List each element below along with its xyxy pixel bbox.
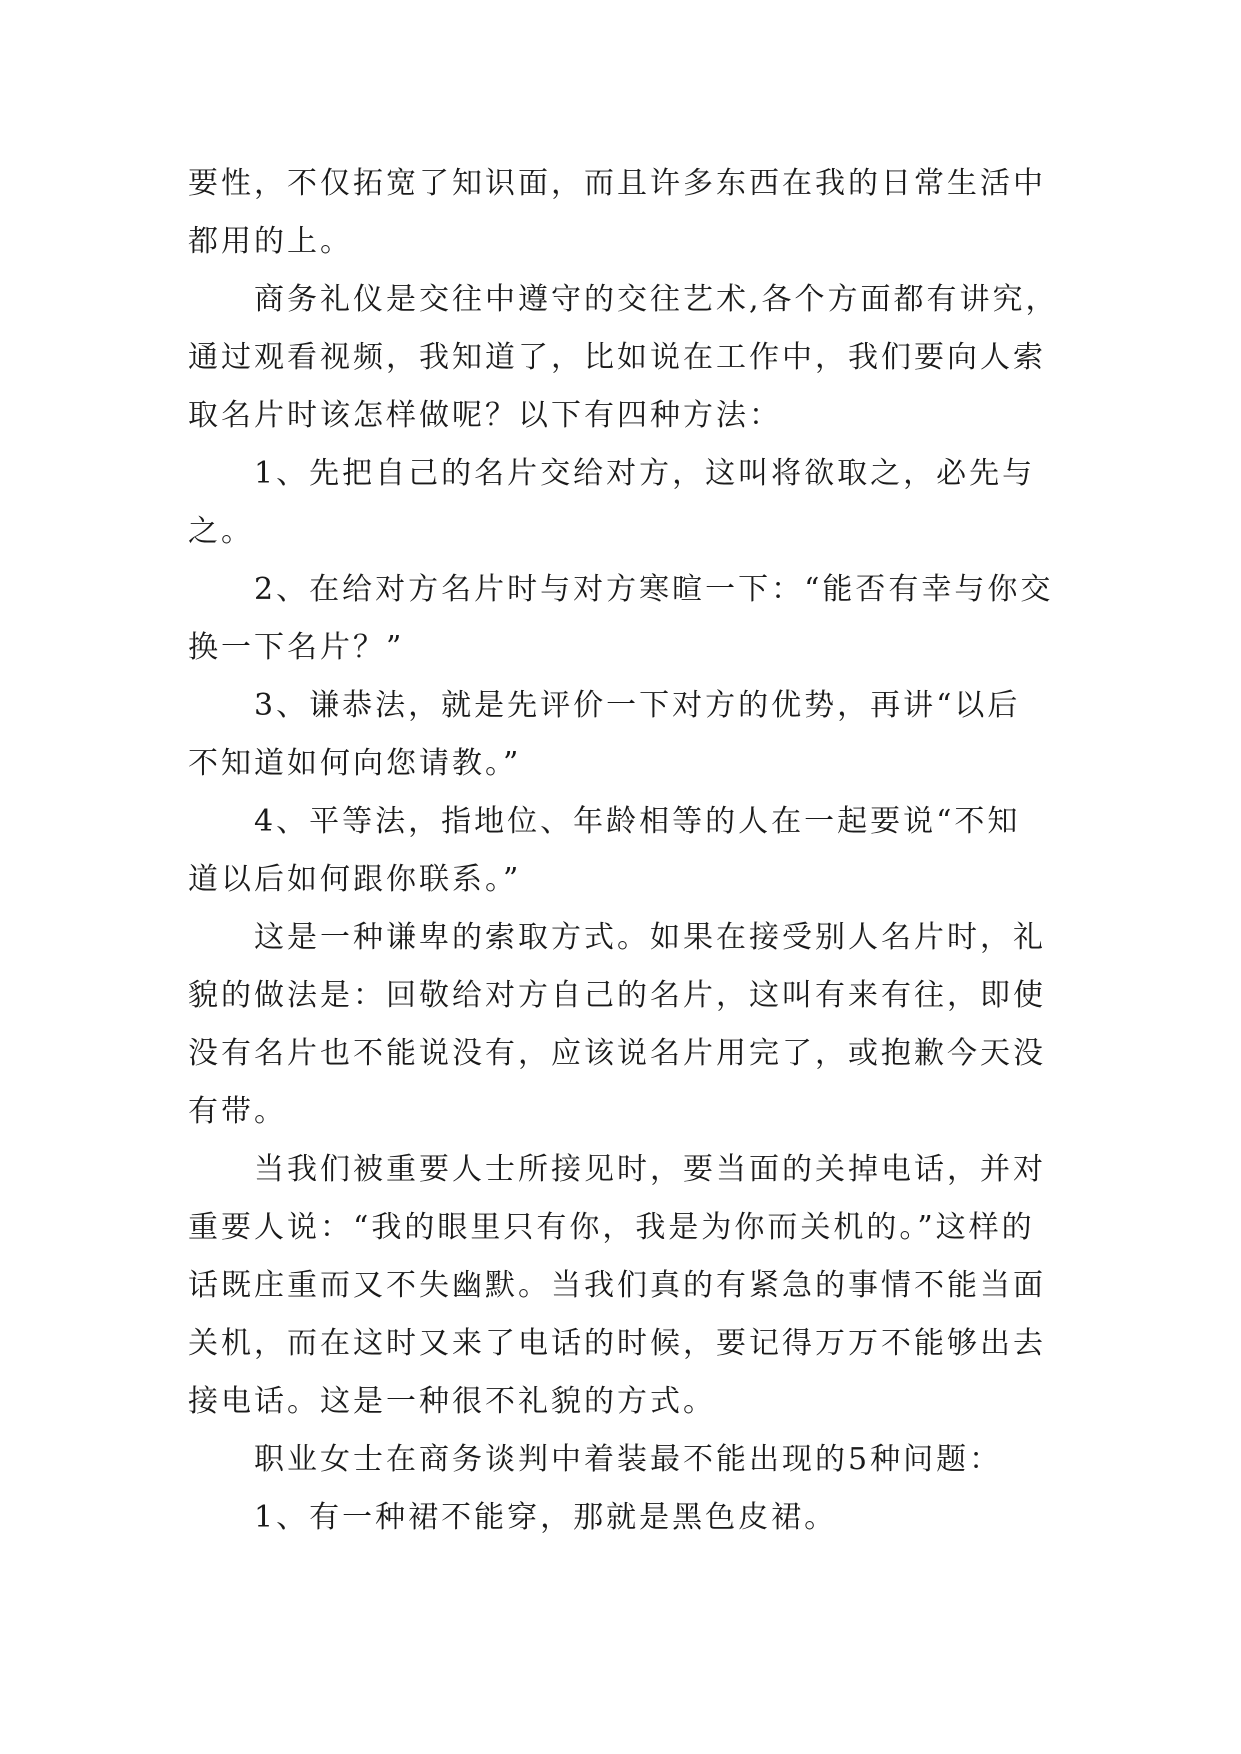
list-item-1-line: 1、有一种裙不能穿，那就是黑色皮裙。 — [254, 1500, 838, 1535]
text-line: 关机，而在这时又来了电话的时候，要记得万万不能够出去 — [188, 1326, 1046, 1361]
list-item-2-line: 2、在给对方名片时与对方寒暄一下：“能否有幸与你交 — [254, 572, 1054, 607]
text-line: 重要人说：“我的眼里只有你，我是为你而关机的。”这样的 — [188, 1210, 1035, 1245]
list-item-1-line: 1、先把自己的名片交给对方，这叫将欲取之，必先与 — [254, 456, 1036, 491]
text-line: 要性，不仅拓宽了知识面，而且许多东西在我的日常生活中 — [188, 166, 1046, 201]
text-line: 道以后如何跟你联系。” — [188, 862, 522, 897]
paragraph-start-line: 职业女士在商务谈判中着装最不能出现的5种问题： — [254, 1442, 1003, 1477]
text-line: 貌的做法是：回敬给对方自己的名片，这叫有来有往，即使 — [188, 978, 1046, 1013]
paragraph-start-line: 当我们被重要人士所接见时，要当面的关掉电话，并对 — [254, 1152, 1046, 1187]
list-item-4-line: 4、平等法，指地位、年龄相等的人在一起要说“不知 — [254, 804, 1021, 839]
text-line: 换一下名片？” — [188, 630, 405, 665]
text-line: 都用的上。 — [188, 224, 353, 259]
text-line: 通过观看视频，我知道了，比如说在工作中，我们要向人索 — [188, 340, 1046, 375]
text-line: 取名片时该怎样做呢？以下有四种方法： — [188, 398, 782, 433]
text-line: 没有名片也不能说没有，应该说名片用完了，或抱歉今天没 — [188, 1036, 1046, 1071]
text-line: 之。 — [188, 514, 254, 549]
text-line: 有带。 — [188, 1094, 287, 1129]
list-item-3-line: 3、谦恭法，就是先评价一下对方的优势，再讲“以后 — [254, 688, 1021, 723]
paragraph-start-line: 这是一种谦卑的索取方式。如果在接受别人名片时，礼 — [254, 920, 1046, 955]
text-line: 不知道如何向您请教。” — [188, 746, 522, 781]
paragraph-start-line: 商务礼仪是交往中遵守的交往艺术,各个方面都有讲究， — [254, 282, 1059, 317]
text-line: 接电话。这是一种很不礼貌的方式。 — [188, 1384, 716, 1419]
text-line: 话既庄重而又不失幽默。当我们真的有紧急的事情不能当面 — [188, 1268, 1046, 1303]
